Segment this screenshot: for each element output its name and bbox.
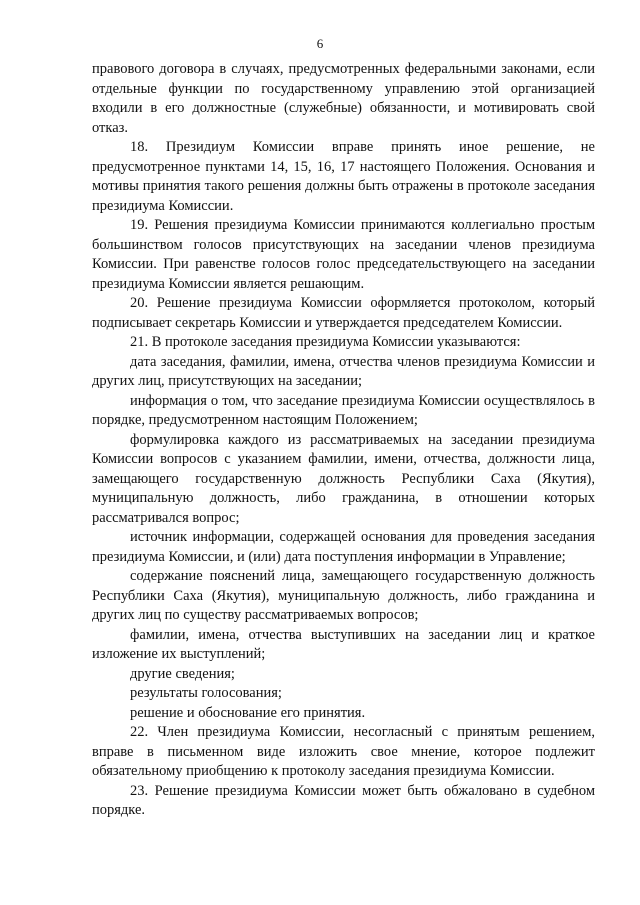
list-item-questions: формулировка каждого из рассматриваемых на заседании президиума Комиссии вопросов с указанием фамилии, имени, отчества, должности лица, замещающего государственную должность Республики Саха (Якутия), муниципальную должность, либо гражданина, в отношении которых рассматривался вопрос; xyxy=(92,431,595,526)
paragraph-19: 19. Решения президиума Комиссии принимаются коллегиально простым большинством голосов присутствующих на заседании членов президиума Комиссии. При равенстве голосов голос председательствующего на заседании президиума Комиссии является решающим. xyxy=(92,217,595,292)
paragraph-18: 18. Президиум Комиссии вправе принять иное решение, не предусмотренное пунктами 14, 15, 16, 17 настоящего Положения. Основания и мотивы принятия такого решения должны быть отражены в протоколе заседания президиума Комиссии. xyxy=(92,139,595,214)
list-item-date: дата заседания, фамилии, имена, отчества членов президиума Комиссии и других лиц, присутствующих на заседании; xyxy=(92,353,595,389)
list-item-procedure: информация о том, что заседание президиума Комиссии осуществлялось в порядке, предусмотренном настоящим Положением; xyxy=(92,392,595,428)
list-item-decision: решение и обоснование его принятия. xyxy=(130,704,366,721)
paragraph-continuation: правового договора в случаях, предусмотренных федеральными законами, если отдельные функции по государственному управлению этой организацией входили в его должностные (служебные) обязанности, и мотивировать свой отказ. xyxy=(92,61,595,136)
page-number: 6 xyxy=(316,36,324,51)
list-item-speakers: фамилии, имена, отчества выступивших на заседании лиц и краткое изложение их выступлений; xyxy=(92,626,595,662)
document-body xyxy=(92,60,595,821)
paragraph-20: 20. Решение президиума Комиссии оформляется протоколом, который подписывает секретарь Комиссии и утверждается председателем Комиссии. xyxy=(92,295,595,331)
list-item-voting: результаты голосования; xyxy=(130,685,282,701)
paragraph-21: 21. В протоколе заседания президиума Комиссии указываются: xyxy=(130,334,521,350)
list-item-explanations: содержание пояснений лица, замещающего государственную должность Республики Саха (Якутия), муниципальную должность, либо гражданина и других лиц по существу рассматриваемых вопросов; xyxy=(92,568,595,623)
list-item-other: другие сведения; xyxy=(130,665,235,682)
list-item-source: источник информации, содержащей основания для проведения заседания президиума Комиссии, и (или) дата поступления информации в Управление; xyxy=(92,529,595,565)
paragraph-22: 22. Член президиума Комиссии, несогласный с принятым решением, вправе в письменном виде изложить свое мнение, которое подлежит обязательному приобщению к протоколу заседания президиума Комиссии. xyxy=(92,724,595,779)
paragraph-23: 23. Решение президиума Комиссии может быть обжаловано в судебном порядке. xyxy=(92,782,595,818)
